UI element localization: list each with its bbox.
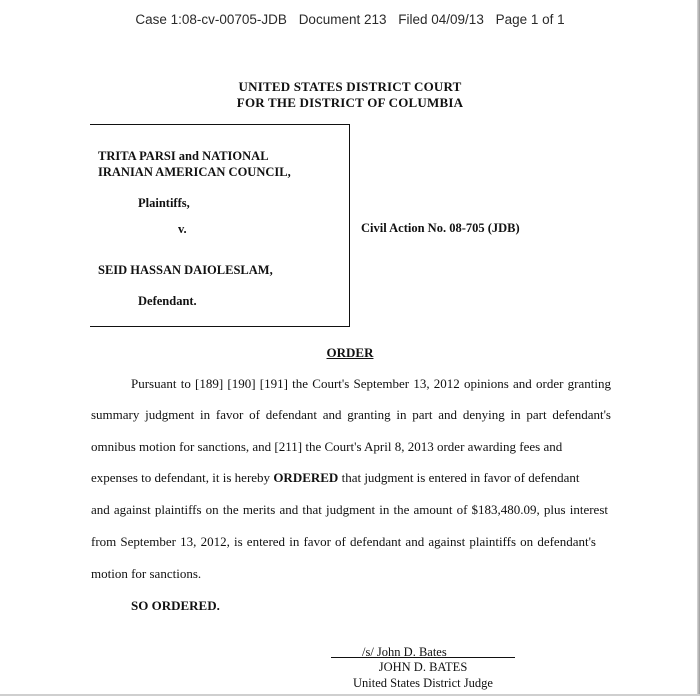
court-title-line2: FOR THE DISTRICT OF COLUMBIA [236, 95, 464, 110]
court-title [0, 79, 700, 111]
order-body-line: omnibus motion for sanctions, and [211] the Court's April 8, 2013 order awarding fees and [91, 439, 563, 454]
filed-date: Filed 04/09/13 [398, 12, 484, 27]
plaintiff-name-line1: TRITA PARSI and NATIONAL [98, 149, 269, 163]
order-body-text: expenses to defendant, it is hereby [91, 470, 274, 485]
ordered-emphasis: ORDERED [273, 470, 339, 485]
defendant-name: SEID HASSAN DAIOLESLAM, [98, 263, 273, 277]
page-indicator: Page 1 of 1 [495, 12, 565, 27]
judge-name: JOHN D. BATES [378, 660, 468, 674]
judge-title: United States District Judge [353, 676, 493, 690]
order-body-line: Pursuant to [189] [190] [191] the Court's September 13, 2012 opinions and order granting [131, 376, 611, 391]
electronic-signature: /s/ John D. Bates [362, 645, 447, 659]
case-number: Case 1:08-cv-00705-JDB [135, 12, 287, 27]
order-body-line: motion for sanctions. [91, 566, 202, 581]
defendant-label: Defendant. [138, 294, 197, 308]
order-heading: ORDER [326, 345, 374, 360]
so-ordered: SO ORDERED. [131, 598, 220, 613]
order-body-line: summary judgment in favor of defendant and granting in part and denying in part defendant's [91, 407, 611, 422]
ecf-header-stamp [0, 12, 700, 27]
signature-line [331, 657, 515, 658]
versus-label: v. [178, 222, 187, 236]
court-title-line1: UNITED STATES DISTRICT COURT [238, 79, 462, 94]
order-body-text: that judgment is entered in favor of defendant [338, 470, 580, 485]
document-number: Document 213 [298, 12, 387, 27]
plaintiffs-label: Plaintiffs, [138, 196, 190, 210]
order-body-line: from September 13, 2012, is entered in favor of defendant and against plaintiffs on defendant's [91, 534, 596, 549]
order-body-line-ordered [91, 470, 591, 486]
plaintiff-name-line2: IRANIAN AMERICAN COUNCIL, [98, 165, 291, 179]
civil-action-number: Civil Action No. 08-705 (JDB) [361, 221, 520, 235]
order-body-line: and against plaintiffs on the merits and that judgment in the amount of $183,480.09, plus interest [91, 502, 608, 517]
